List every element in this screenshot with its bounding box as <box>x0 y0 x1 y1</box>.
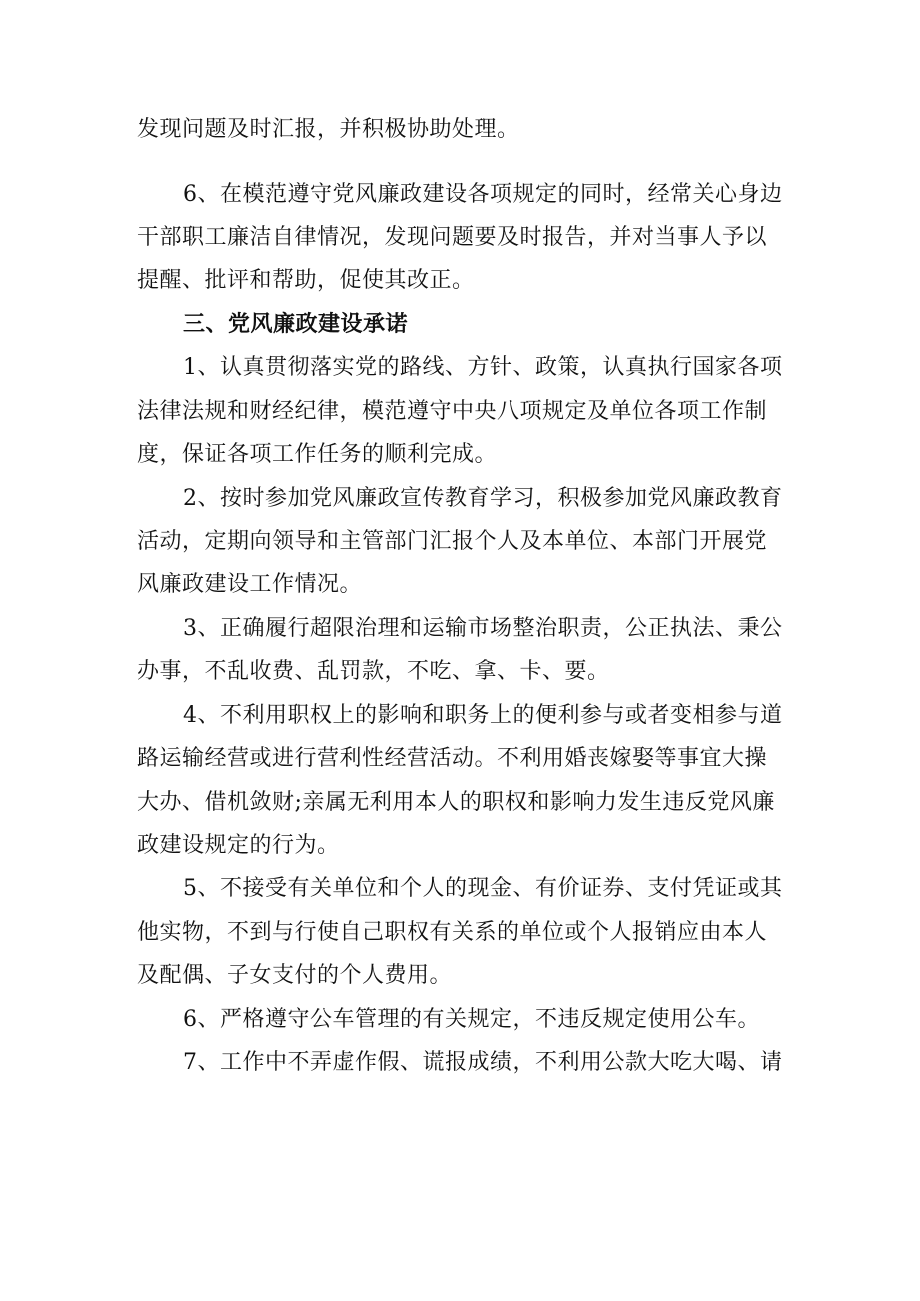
paragraph-line: 政建设规定的行为。 <box>137 833 340 858</box>
paragraph-line: 7、工作中不弄虚作假、谎报成绩，不利用公款大吃大喝、请 <box>183 1050 783 1075</box>
paragraph-line: 5、不接受有关单位和个人的现金、有价证券、支付凭证或其 <box>183 876 783 901</box>
paragraph-line: 度，保证各项工作任务的顺利完成。 <box>137 442 498 467</box>
paragraph-line: 风廉政建设工作情况。 <box>137 572 363 597</box>
paragraph-line: 提醒、批评和帮助，促使其改正。 <box>137 268 475 293</box>
paragraph-line: 6、在模范遵守党风廉政建设各项规定的同时，经常关心身边 <box>183 182 783 207</box>
paragraph-line: 办事，不乱收费、乱罚款，不吃、拿、卡、要。 <box>137 659 610 684</box>
paragraph-line: 大办、借机敛财;亲属无利用本人的职权和影响力发生违反党风廉 <box>137 790 775 815</box>
paragraph-line: 3、正确履行超限治理和运输市场整治职责，公正执法、秉公 <box>183 616 783 641</box>
paragraph-line: 及配偶、子女支付的个人费用。 <box>137 963 453 988</box>
paragraph-line: 2、按时参加党风廉政宣传教育学习，积极参加党风廉政教育 <box>183 486 783 511</box>
paragraph-line: 路运输经营或进行营利性经营活动。不利用婚丧嫁娶等事宜大操 <box>137 746 768 771</box>
paragraph-line: 他实物，不到与行使自己职权有关系的单位或个人报销应由本人 <box>137 920 768 945</box>
paragraph-line: 发现问题及时汇报，并积极协助处理。 <box>137 117 520 142</box>
paragraph-line: 4、不利用职权上的影响和职务上的便利参与或者变相参与道 <box>183 703 783 728</box>
paragraph-line: 6、严格遵守公车管理的有关规定，不违反规定使用公车。 <box>183 1007 760 1032</box>
paragraph-line: 1、认真贯彻落实党的路线、方针、政策，认真执行国家各项 <box>183 355 783 380</box>
paragraph-line: 活动，定期向领导和主管部门汇报个人及本单位、本部门开展党 <box>137 529 768 554</box>
section-heading: 三、党风廉政建设承诺 <box>183 312 409 337</box>
paragraph-line: 干部职工廉洁自律情况，发现问题要及时报告，并对当事人予以 <box>137 225 768 250</box>
paragraph-line: 法律法规和财经纪律，模范遵守中央八项规定及单位各项工作制 <box>137 399 768 424</box>
